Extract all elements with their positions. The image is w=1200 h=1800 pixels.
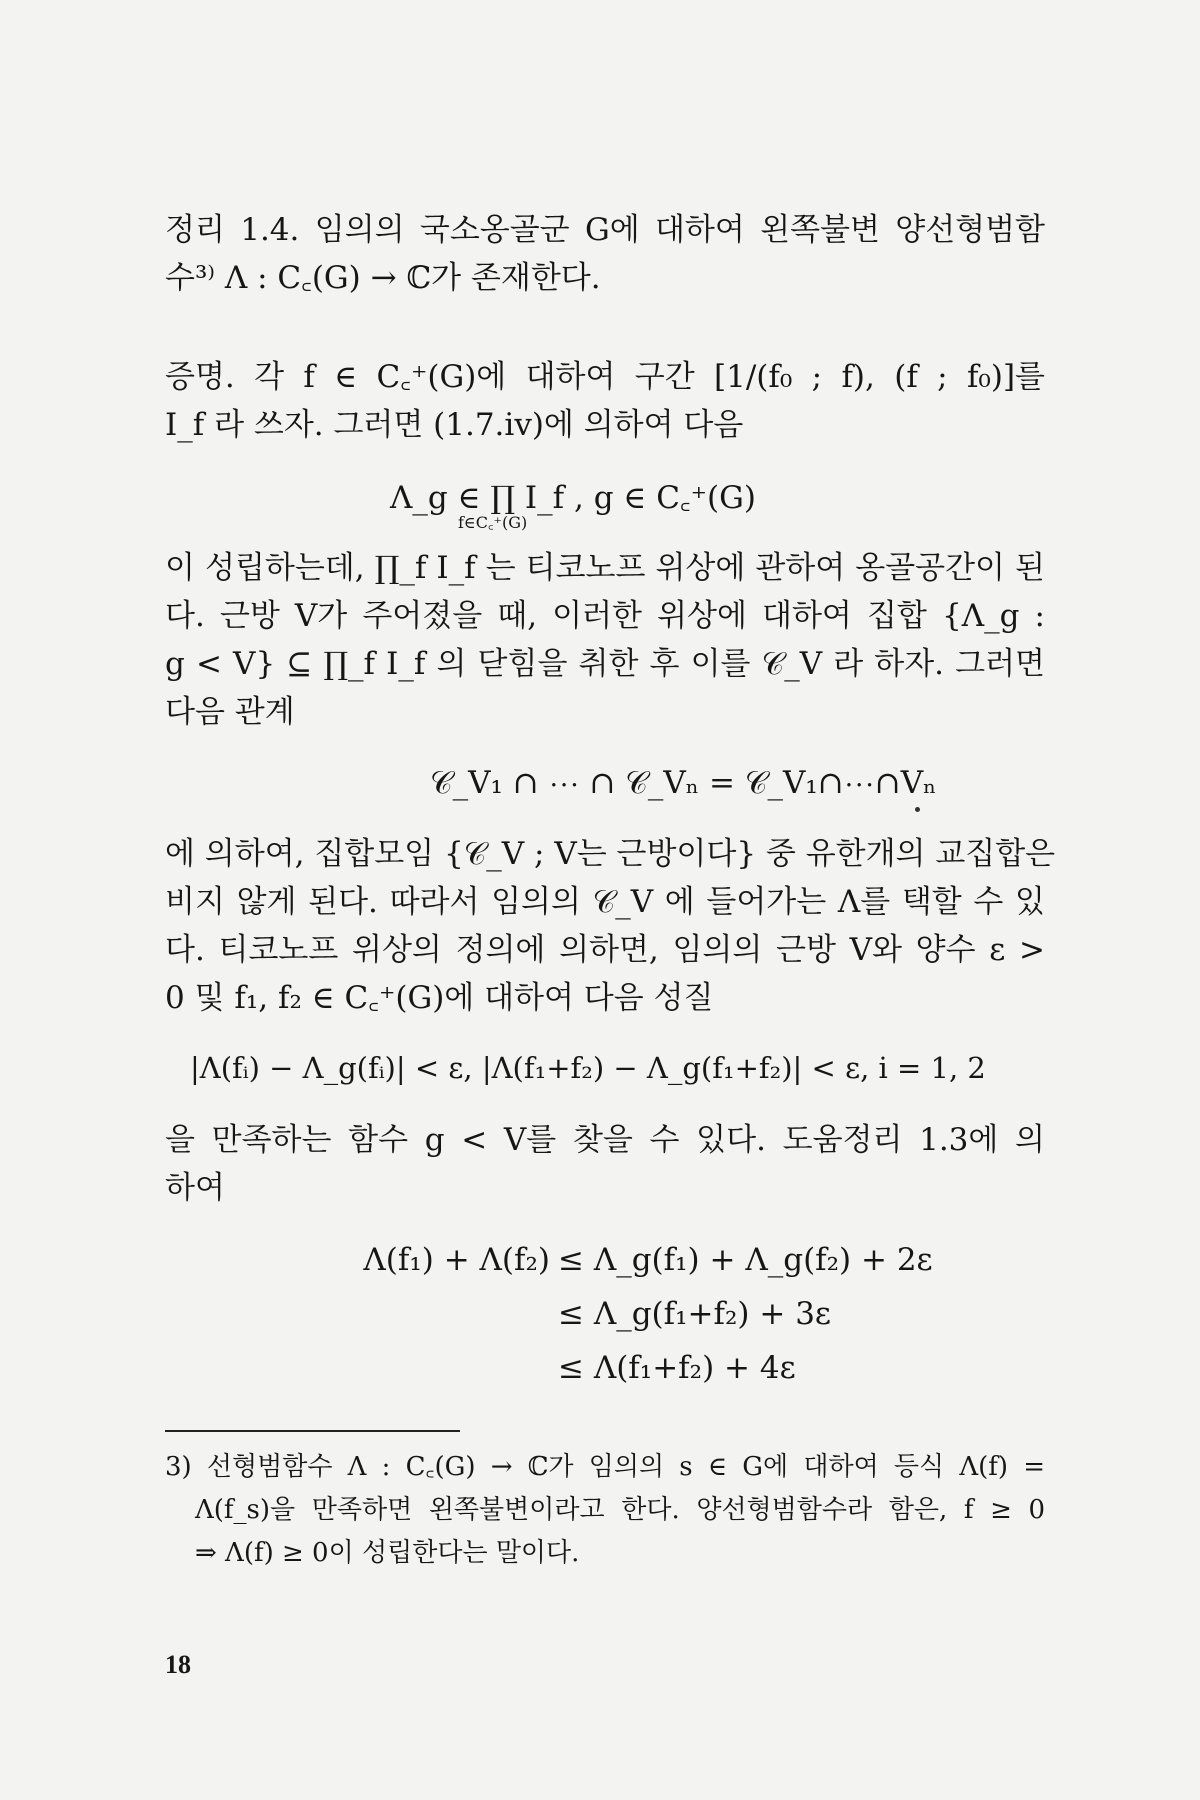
- footnote-line-2: Λ(f_s)을 만족하면 왼쪽불변이라고 한다. 양선형범함수라 함은, f ≥ 0: [195, 1495, 1045, 1525]
- paragraph2-line-1: 이 성립하는데, ∏_f I_f 는 티코노프 위상에 관하여 옹골공간이 된: [165, 550, 1045, 586]
- equation-product: Λ_g ∈ ∏ I_f , g ∈ C꜀⁺(G): [390, 480, 756, 516]
- equation-intersection: 𝒞_V₁ ∩ ⋯ ∩ 𝒞_Vₙ = 𝒞_V₁∩⋯∩Vₙ: [430, 765, 937, 801]
- paragraph3-line-4: 0 및 f₁, f₂ ∈ C꜀⁺(G)에 대하여 다음 성질: [165, 980, 714, 1016]
- paragraph3-line-2: 비지 않게 된다. 따라서 임의의 𝒞_V 에 들어가는 Λ를 택할 수 있: [165, 884, 1045, 920]
- paragraph2-line-2: 다. 근방 V가 주어졌을 때, 이러한 위상에 대하여 집합 {Λ_g :: [165, 598, 1045, 634]
- chain-lhs: Λ(f₁) + Λ(f₂): [363, 1242, 550, 1278]
- chain-row: [355, 1240, 955, 1280]
- chain-row: [355, 1348, 955, 1388]
- chain-lhs: [355, 1348, 550, 1388]
- chain-rhs: ≤ Λ_g(f₁+f₂) + 3ε: [558, 1296, 831, 1332]
- equation-inequalities: |Λ(fᵢ) − Λ_g(fᵢ)| < ε, |Λ(f₁+f₂) − Λ_g(f₁+f₂)| < ε, i = 1, 2: [190, 1051, 986, 1085]
- footnote-line-3: ⇒ Λ(f) ≥ 0이 성립한다는 말이다.: [195, 1538, 580, 1568]
- stray-mark: [915, 807, 920, 812]
- chain-rhs: ≤ Λ_g(f₁) + Λ_g(f₂) + 2ε: [558, 1242, 933, 1278]
- footnote-line-1: 3) 선형범함수 Λ : C꜀(G) → ℂ가 임의의 s ∈ G에 대하여 등식 Λ(f) =: [165, 1452, 1045, 1482]
- paragraph2-line-3: g < V} ⊆ ∏_f I_f 의 닫힘을 취한 후 이를 𝒞_V 라 하자. 그러면: [165, 646, 1045, 682]
- footnote-divider: [165, 1430, 460, 1432]
- page-number: 18: [165, 1650, 191, 1679]
- proof-line-2: I_f 라 쓰자. 그러면 (1.7.iv)에 의하여 다음: [165, 407, 744, 443]
- paragraph2-line-4: 다음 관계: [165, 694, 295, 730]
- theorem-line-2: 수³⁾ Λ : C꜀(G) → ℂ가 존재한다.: [165, 260, 601, 296]
- paragraph3-line-1: 에 의하여, 집합모임 {𝒞_V ; V는 근방이다} 중 유한개의 교집합은: [165, 836, 1056, 872]
- aligned-inequality-chain: [355, 1240, 955, 1388]
- chain-rhs: ≤ Λ(f₁+f₂) + 4ε: [558, 1350, 796, 1386]
- proof-line-1: 증명. 각 f ∈ C꜀⁺(G)에 대하여 구간 [1/(f₀ ; f), (f ; f₀)]를: [165, 359, 1045, 395]
- paragraph4-line-1: 을 만족하는 함수 g < V를 찾을 수 있다. 도움정리 1.3에 의: [165, 1122, 1045, 1158]
- chain-row: [355, 1294, 955, 1334]
- paragraph3-line-3: 다. 티코노프 위상의 정의에 의하면, 임의의 근방 V와 양수 ε >: [165, 932, 1045, 968]
- equation-product-subscript: f∈C꜀⁺(G): [458, 513, 528, 532]
- theorem-line-1: 정리 1.4. 임의의 국소옹골군 G에 대하여 왼쪽불변 양선형범함: [165, 212, 1045, 248]
- chain-lhs: [355, 1294, 550, 1334]
- paragraph4-line-2: 하여: [165, 1170, 225, 1206]
